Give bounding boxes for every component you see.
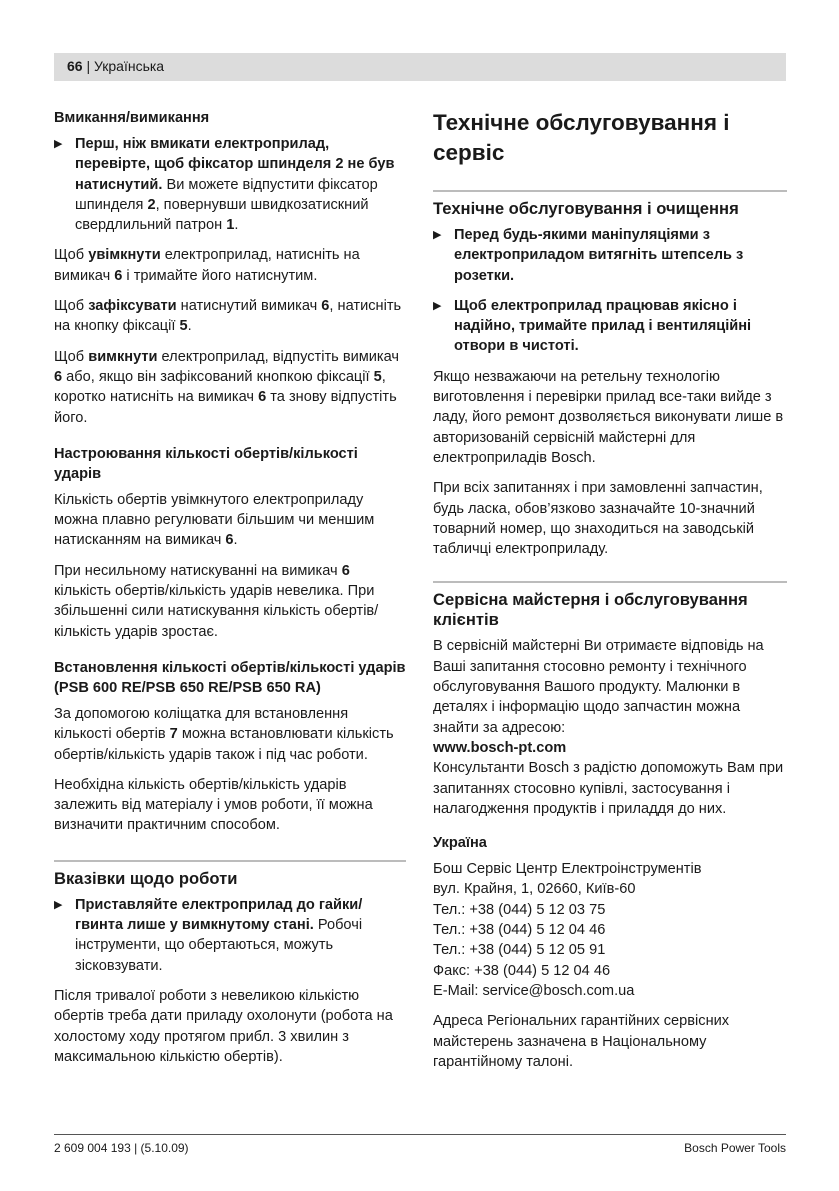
left-column bbox=[54, 108, 406, 1077]
bullet-spindle-lock: ▶ Перш, ніж вмикати електроприлад, перевірте, щоб фіксатор шпинделя 2 не був натиснутий. Ви можете відпустити фіксатор шпинделя 2, повернувши швидкозатискний свердлильний патрон 1. bbox=[54, 136, 395, 234]
contact-block bbox=[433, 859, 787, 1001]
page-header bbox=[54, 53, 786, 81]
bullet-tips: ▶ Приставляйте електроприлад до гайки/гвинта лише у вимкнутому стані. Робочі інструменти, що обертаються, можуть зісковзувати. bbox=[54, 896, 363, 974]
section-subtitle-models: (PSB 600 RE/PSB 650 RE/PSB 650 RA) bbox=[54, 679, 321, 696]
paragraph-service-2: Консультанти Bosch з радістю допоможуть Вам при запитаннях стосовно купівлі, застосування і налагодження продуктів і приладдя до них. bbox=[433, 760, 784, 817]
paragraph-speed-2: При несильному натискуванні на вимикач 6 кількість обертів/кількість ударів невелика. При збільшенні сили натискування кількість обертів/кількість ударів зростає. bbox=[54, 562, 379, 640]
contact-phone: Тел.: +38 (044) 5 12 03 75 bbox=[433, 901, 606, 918]
section-title-on-off: Вмикання/вимикання bbox=[54, 110, 210, 126]
language-label: Українська bbox=[94, 58, 165, 74]
paragraph-warranty-note: Адреса Регіональних гарантійних сервісних майстерень зазначена в Національному гарантійному талоні. bbox=[433, 1013, 730, 1070]
contact-line: вул. Крайня, 1, 02660, Київ-60 bbox=[433, 881, 636, 898]
page-number: 66 bbox=[67, 58, 83, 74]
paragraph-service-1: В сервісній майстерні Ви отримаєте відповідь на Ваші запитання стосовно ремонту і технічного обслуговування Вашого продукту. Малюнки в деталях і інформацію щодо запчастин можна знайти за адресою: bbox=[433, 638, 764, 736]
main-title-maintenance: Технічне обслуговування і сервіс bbox=[433, 110, 730, 165]
section-title-speed: Настроювання кількості обертів/кількості ударів bbox=[54, 445, 358, 482]
contact-phone: Тел.: +38 (044) 5 12 04 46 bbox=[433, 922, 606, 939]
paragraph-preset-2: Необхідна кількість обертів/кількість ударів залежить від матеріалу і умов роботи, її можна визначити практичним способом. bbox=[54, 776, 373, 834]
footer-brand: Bosch Power Tools bbox=[684, 1141, 786, 1155]
section-title-ukraine: Україна bbox=[433, 835, 487, 852]
contact-email[interactable]: E-Mail: service@bosch.com.ua bbox=[433, 982, 635, 999]
bullet-arrow-icon: ▶ bbox=[433, 229, 442, 241]
paragraph-speed-1: Кількість обертів увімкнутого електроприладу можна плавно регулювати більшим чи меншим натисканням на вимикач 6. bbox=[54, 491, 375, 549]
paragraph-tips: Після тривалої роботи з невеликою кількістю обертів треба дати приладу охолонути (робота на холостому ходу протягом прибл. 3 хвилин з максимальною кількістю обертів). bbox=[54, 987, 393, 1065]
paragraph-lock-switch: Щоб зафіксувати натиснутий вимикач 6, натисніть на кнопку фіксації 5. bbox=[54, 298, 402, 335]
contact-phone: Тел.: +38 (044) 5 12 05 91 bbox=[433, 942, 606, 959]
paragraph-preset-1: За допомогою коліщатка для встановлення кількості обертів 7 можна встановлювати кількість обертів/кількість ударів також і під час роботи. bbox=[54, 705, 394, 763]
bullet-keep-clean: ▶ Щоб електроприлад працював якісно і надійно, тримайте прилад і вентиляційні отвори в чистоті. bbox=[433, 297, 752, 355]
bullet-arrow-icon: ▶ bbox=[433, 299, 442, 312]
right-column bbox=[433, 108, 787, 1082]
bullet-unplug: ▶ Перед будь-якими маніпуляціями з електроприладом витягніть штепсель з розетки. bbox=[433, 227, 744, 284]
footer-divider bbox=[54, 1134, 786, 1135]
section-title-preset: Встановлення кількості обертів/кількості ударів bbox=[54, 659, 406, 676]
contact-fax: Факс: +38 (044) 5 12 04 46 bbox=[433, 962, 611, 979]
section-title-service: Сервісна майстерня і обслуговування клієнтів bbox=[433, 581, 787, 630]
header-separator: | bbox=[82, 58, 94, 74]
section-title-tips: Вказівки щодо роботи bbox=[54, 860, 406, 889]
section-title-cleaning: Технічне обслуговування і очищення bbox=[433, 190, 787, 219]
bullet-arrow-icon: ▶ bbox=[54, 898, 63, 911]
paragraph-switch-off: Щоб вимкнути електроприлад, відпустіть вимикач 6 або, якщо він зафіксований кнопкою фіксації 5, коротко натисніть на вимикач 6 та знову відпустіть його. bbox=[54, 348, 400, 426]
footer-doc-number: 2 609 004 193 | (5.10.09) bbox=[54, 1141, 189, 1155]
paragraph-repair: Якщо незважаючи на ретельну технологію виготовлення і перевірки прилад все-таки вийде з ладу, його ремонт дозволяється виконувати лише в авторизованій сервісній майстерні для електроприладів Bosch. bbox=[433, 368, 784, 466]
service-url[interactable]: www.bosch-pt.com bbox=[433, 739, 567, 756]
bullet-arrow-icon: ▶ bbox=[54, 138, 63, 150]
paragraph-parts: При всіх запитаннях і при замовленні запчастин, будь ласка, обов’язково зазначайте 10-значний товарний номер, що знаходиться на заводській табличці електроприладу. bbox=[433, 480, 763, 558]
paragraph-switch-on: Щоб увімкнути електроприлад, натисніть на вимикач 6 і тримайте його натиснутим. bbox=[54, 247, 360, 284]
contact-line: Бош Сервіс Центр Електроінструментів bbox=[433, 861, 702, 878]
